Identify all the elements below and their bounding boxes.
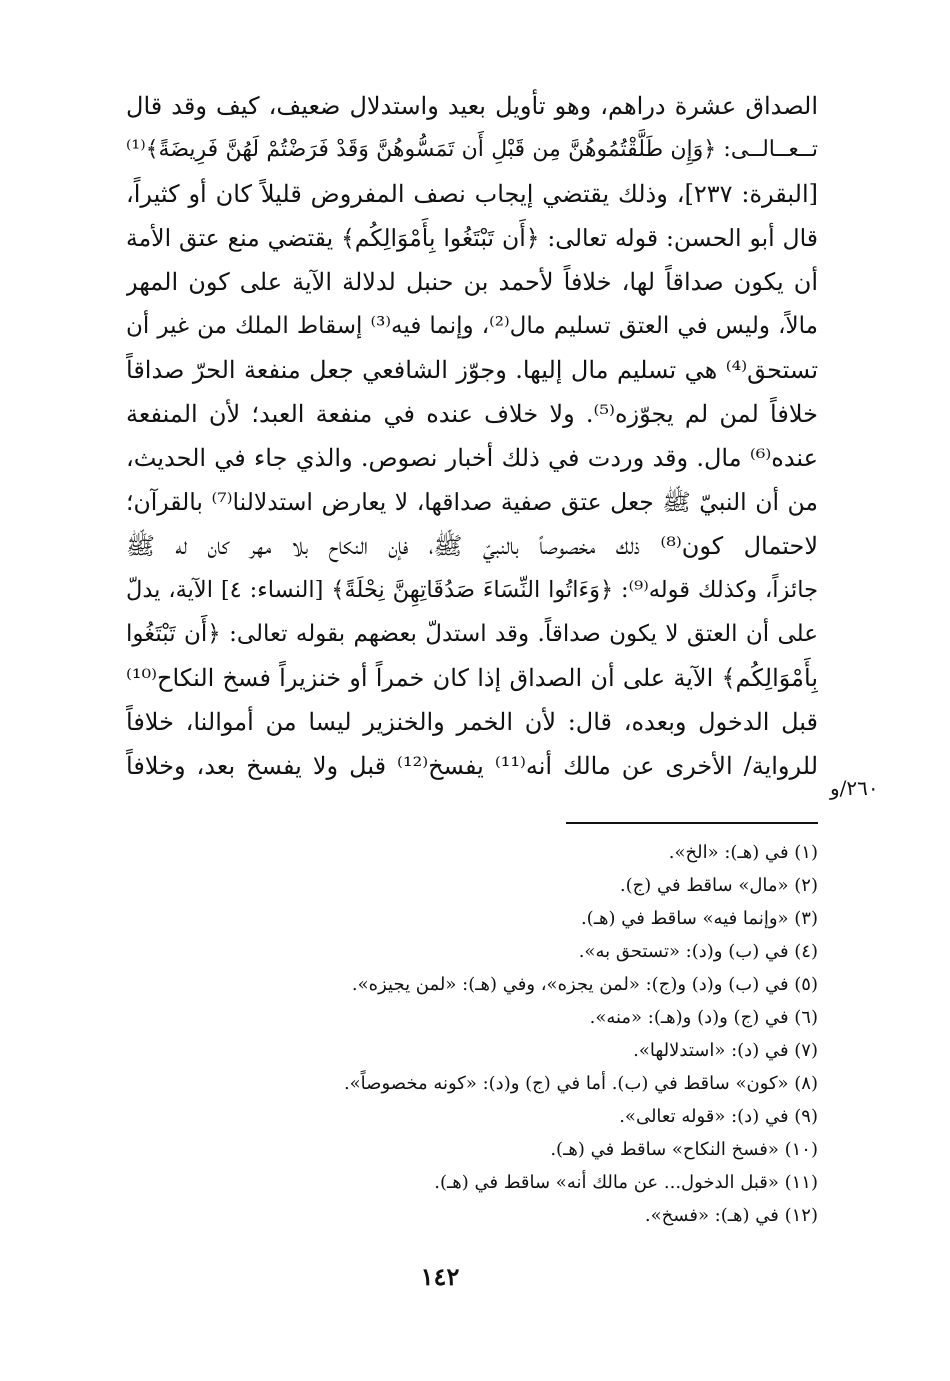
- footnote-item: (١) في (هـ): «الخ».: [668, 842, 818, 863]
- main-text: [126, 84, 818, 788]
- text-line: من أن النبيّ ﷺ جعل عتق صفية صداقها، لا يعارض استدلالنا⁽⁷⁾ بالقرآن؛: [126, 488, 818, 516]
- footnote-item: (٣) «وإنما فيه» ساقط في (هـ).: [580, 908, 818, 929]
- footnote-item: (٧) في (د): «استدلالها».: [633, 1040, 818, 1061]
- text-line: خلافاً لمن لم يجوّزه⁽⁵⁾. ولا خلاف عنده في منفعة العبد؛ لأن المنفعة: [126, 400, 818, 428]
- footnote-item: (٩) في (د): «قوله تعالى».: [619, 1106, 818, 1127]
- text-line: قبل الدخول وبعده، قال: لأن الخمر والخنزير ليسا من أموالنا، خلافاً: [126, 708, 818, 736]
- text-line: تــعــالــى: ﴿وَإِن طَلَّقْتُمُوهُنَّ مِن قَبْلِ أَن تَمَسُّوهُنَّ وَقَدْ فَرَضْتُمْ لَهُنَّ فَرِيضَةً﴾⁽¹⁾: [126, 137, 818, 162]
- footnote-item: (٨) «كون» ساقط في (ب). أما في (ج) و(د): «كونه مخصوصاً».: [343, 1073, 818, 1094]
- text-line: قال أبو الحسن: قوله تعالى: ﴿أَن تَبْتَغُوا بِأَمْوَالِكُم﴾ يقتضي منع عتق الأمة: [126, 224, 818, 252]
- text-line: تستحق⁽⁴⁾ هي تسليم مال إليها. وجوّز الشافعي جعل منفعة الحرّ صداقاً: [126, 356, 818, 384]
- footnote-item: (٢) «مال» ساقط في (ج).: [619, 875, 818, 896]
- text-line: الصداق عشرة دراهم، وهو تأويل بعيد واستدلال ضعيف، كيف وقد قال: [126, 92, 818, 120]
- footnote-divider: [566, 822, 818, 824]
- text-line: عنده⁽⁶⁾ مال. وقد وردت في ذلك أخبار نصوص. والذي جاء في الحديث،: [126, 444, 818, 472]
- text-line: للرواية/ الأخرى عن مالك أنه⁽¹¹⁾ يفسخ⁽¹²⁾ قبل ولا يفسخ بعد، وخلافاً: [126, 752, 818, 780]
- footnote-item: (٥) في (ب) و(د) و(ج): «لمن يجزه»، وفي (هـ): «لمن يجيزه».: [351, 974, 818, 995]
- text-line: لاحتمال كون⁽⁸⁾ ذلك مخصوصاً بالنبيّ ﷺ، فإن النكاح بلا مهر كان له ﷺ: [126, 532, 818, 560]
- text-line: بِأَمْوَالِكُم﴾ الآية على أن الصداق إذا كان خمراً أو خنزيراً فسخ النكاح⁽¹⁰⁾: [126, 664, 818, 692]
- text-line: على أن العتق لا يكون صداقاً. وقد استدلّ بعضهم بقوله تعالى: ﴿أَن تَبْتَغُوا: [126, 621, 818, 647]
- footnote-item: (٤) في (ب) و(د): «تستحق به».: [578, 941, 818, 962]
- page-number: ١٤٢: [420, 1262, 460, 1291]
- text-line: جائزاً، وكذلك قوله⁽⁹⁾: ﴿وَءَاتُوا النِّسَاءَ صَدُقَاتِهِنَّ نِحْلَةً﴾ [النساء: ٤] الآية، يدلّ: [126, 577, 818, 603]
- text-line: أن يكون صداقاً لها، خلافاً لأحمد بن حنبل لدلالة الآية على كون المهر: [126, 268, 818, 296]
- manuscript-folio-marker: ٢٦٠/و: [830, 776, 879, 800]
- footnote-item: (١٢) في (هـ): «فسخ».: [644, 1205, 818, 1226]
- text-line: [البقرة: ٢٣٧]، وذلك يقتضي إيجاب نصف المفروض قليلاً كان أو كثيراً،: [126, 180, 818, 208]
- footnote-item: (١١) «قبل الدخول... عن مالك أنه» ساقط في (هـ).: [434, 1172, 818, 1193]
- footnotes: [126, 836, 818, 1232]
- footnote-item: (٦) في (ج) و(د) و(هـ): «منه».: [589, 1007, 818, 1028]
- footnote-item: (١٠) «فسخ النكاح» ساقط في (هـ).: [550, 1139, 818, 1160]
- text-line: مالاً، وليس في العتق تسليم مال⁽²⁾، وإنما فيه⁽³⁾ إسقاط الملك من غير أن: [126, 313, 818, 339]
